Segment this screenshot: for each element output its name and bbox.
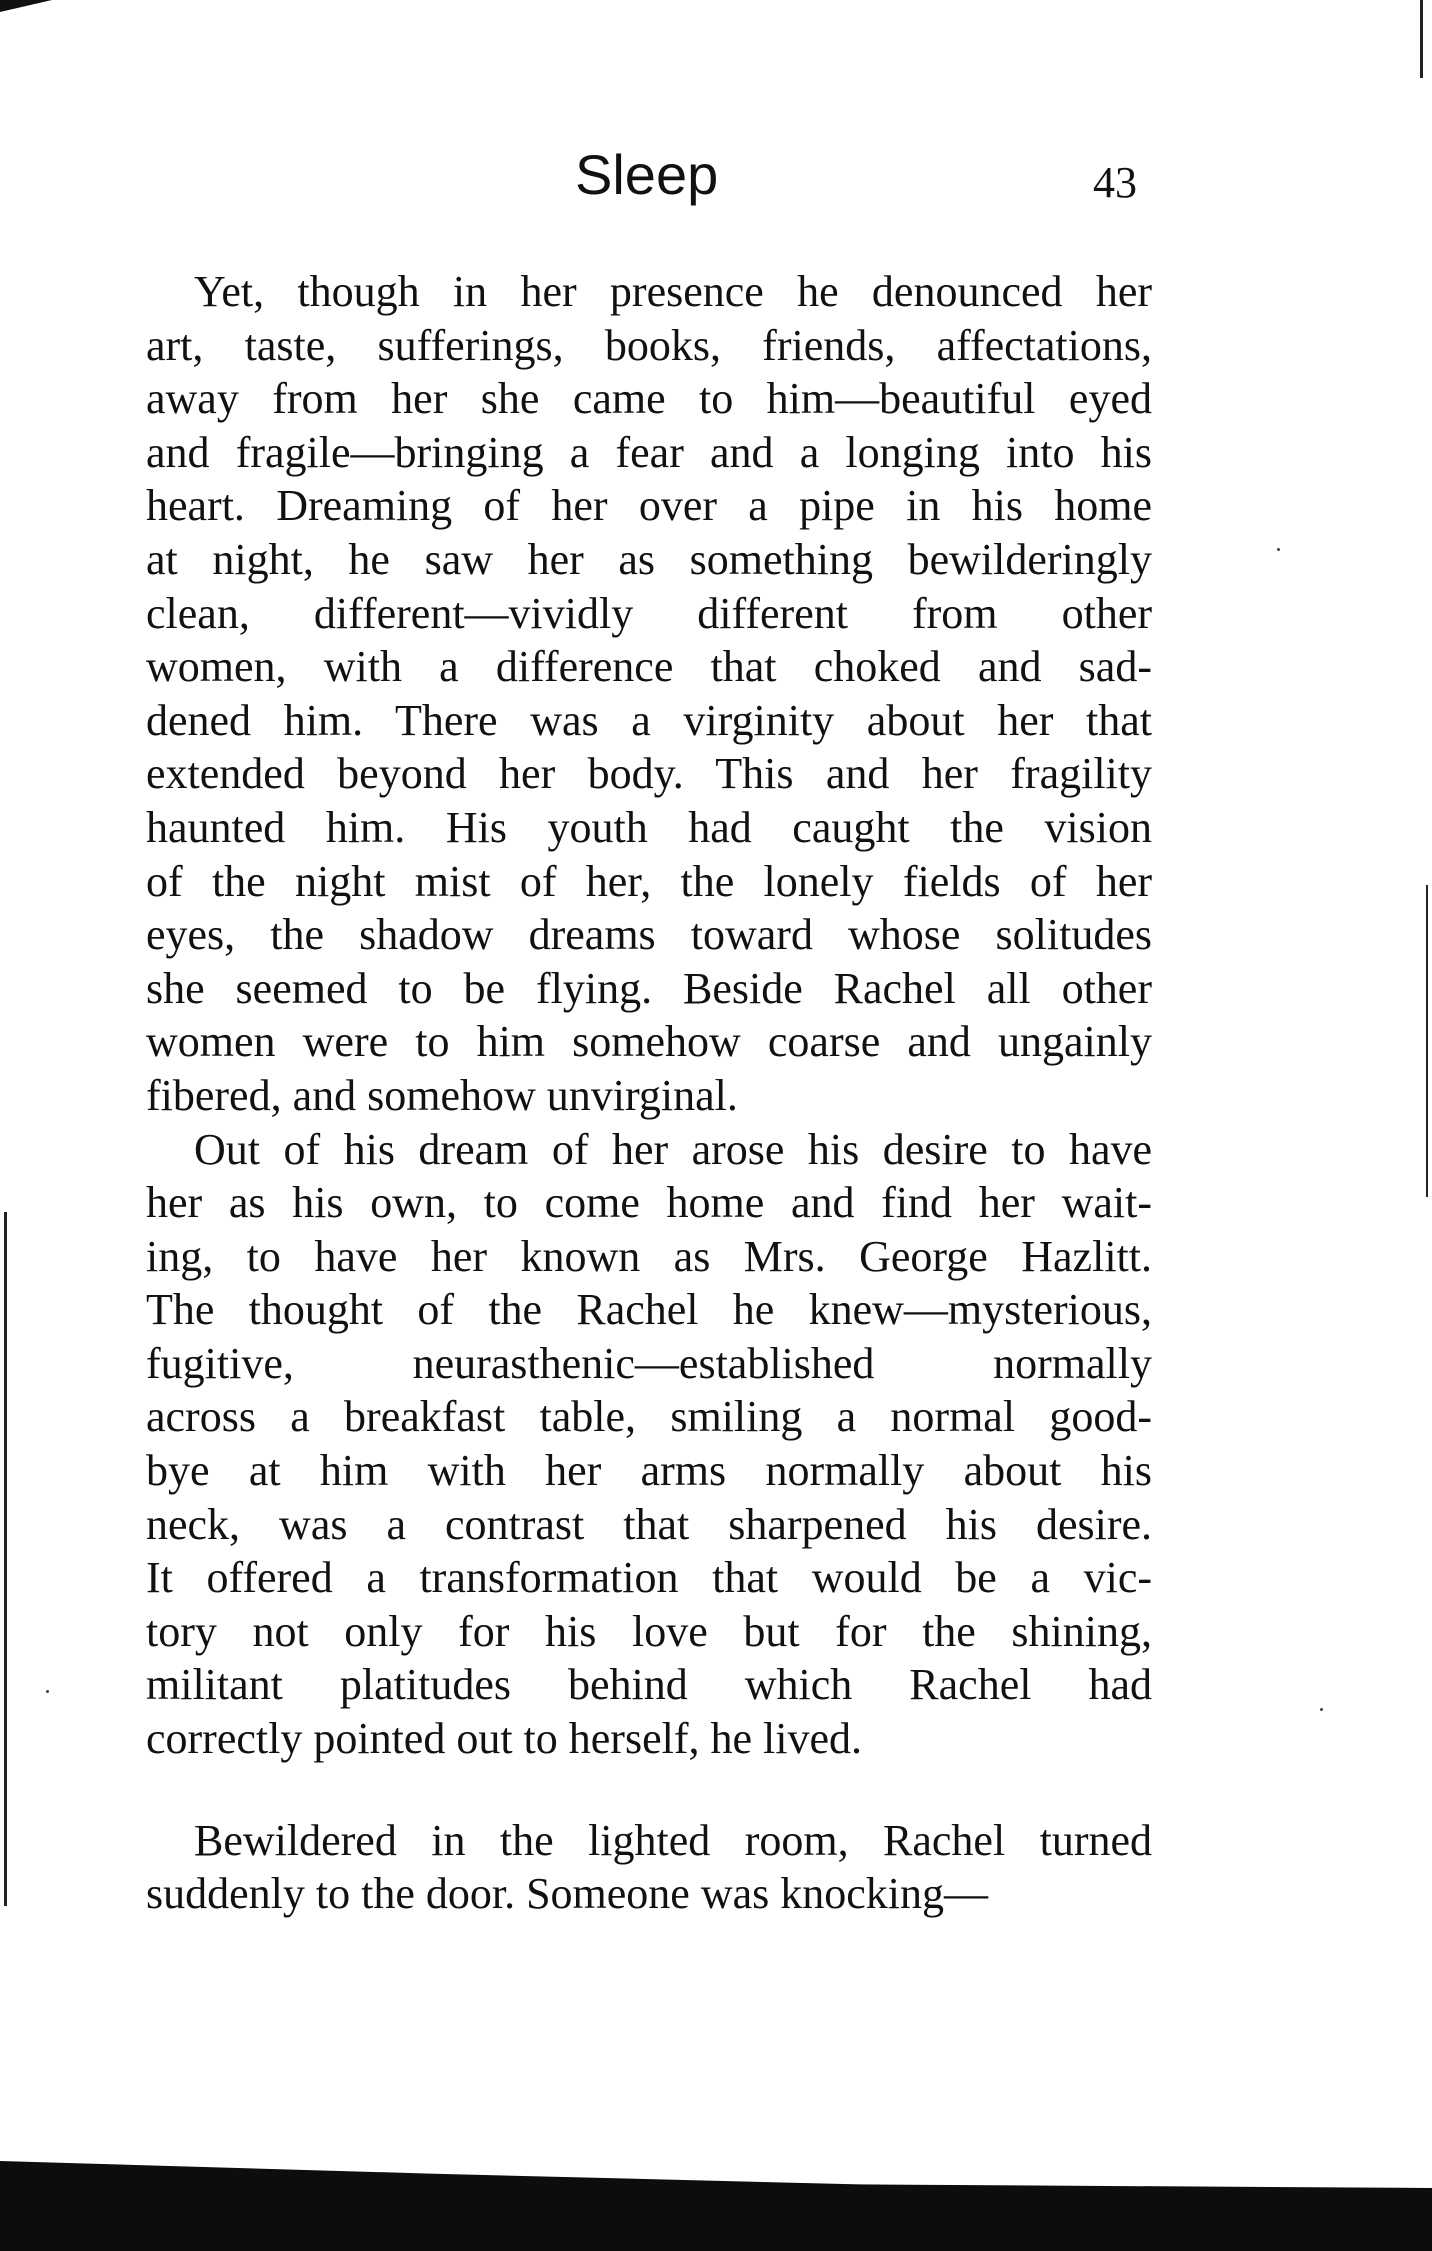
text-line: clean, different—vividly different from other (146, 588, 1152, 638)
running-head (0, 140, 1432, 220)
text-line: heart. Dreaming of her over a pipe in his home (146, 481, 1152, 531)
text-line: It offered a transformation that would be a vic- (146, 1553, 1152, 1603)
text-line: Bewildered in the lighted room, Rachel turned (194, 1815, 1152, 1865)
scan-speck (1277, 548, 1280, 551)
scan-speck (46, 1690, 49, 1693)
text-line: of the night mist of her, the lonely fields of her (146, 856, 1152, 906)
text-line: her as his own, to come home and find her wait- (146, 1178, 1152, 1228)
paragraph (146, 265, 1152, 1123)
text-line: correctly pointed out to herself, he lived. (146, 1714, 862, 1764)
scan-edge-left (4, 1212, 7, 1906)
text-line: bye at him with her arms normally about his (146, 1446, 1152, 1496)
text-line: women, with a difference that choked and sad- (146, 642, 1152, 692)
scan-speck (1320, 1708, 1323, 1711)
text-line: fibered, and somehow unvirginal. (146, 1070, 738, 1120)
text-line: she seemed to be flying. Beside Rachel all other (146, 963, 1152, 1013)
text-line: eyes, the shadow dreams toward whose solitudes (146, 910, 1152, 960)
page-number: 43 (1093, 158, 1137, 207)
text-line: militant platitudes behind which Rachel had (146, 1660, 1152, 1710)
paragraph (146, 1123, 1152, 1766)
text-line: tory not only for his love but for the shining, (146, 1606, 1152, 1656)
running-title: Sleep (575, 143, 719, 206)
text-line: women were to him somehow coarse and ungainly (146, 1017, 1152, 1067)
scan-bottom-shadow (0, 2161, 1432, 2251)
text-line: Yet, though in her presence he denounced her (194, 267, 1152, 316)
text-line: at night, he saw her as something bewilderingly (146, 534, 1152, 584)
text-line: art, taste, sufferings, books, friends, affectations, (146, 320, 1152, 370)
text-line: away from her she came to him—beautiful eyed (146, 374, 1152, 424)
scan-edge-right-middle (1426, 885, 1428, 1197)
text-line: dened him. There was a virginity about her that (146, 695, 1152, 745)
text-line: and fragile—bringing a fear and a longing into his (146, 427, 1152, 477)
text-line: Out of his dream of her arose his desire to have (194, 1124, 1152, 1174)
text-line: extended beyond her body. This and her fragility (146, 749, 1152, 799)
scan-edge-right-top (1420, 0, 1423, 78)
body-text (146, 265, 1152, 1921)
text-line: across a breakfast table, smiling a normal good- (146, 1392, 1152, 1442)
text-line: The thought of the Rachel he knew—mysterious, (146, 1285, 1152, 1335)
scan-corner-mark (0, 0, 52, 12)
section-break (146, 1766, 1152, 1814)
text-line: suddenly to the door. Someone was knocking— (146, 1869, 989, 1919)
paragraph (146, 1814, 1152, 1921)
text-line: fugitive, neurasthenic—established normally (146, 1338, 1152, 1388)
text-line: ing, to have her known as Mrs. George Hazlitt. (146, 1231, 1152, 1281)
text-line: haunted him. His youth had caught the vision (146, 802, 1152, 852)
text-line: neck, was a contrast that sharpened his desire. (146, 1499, 1152, 1549)
